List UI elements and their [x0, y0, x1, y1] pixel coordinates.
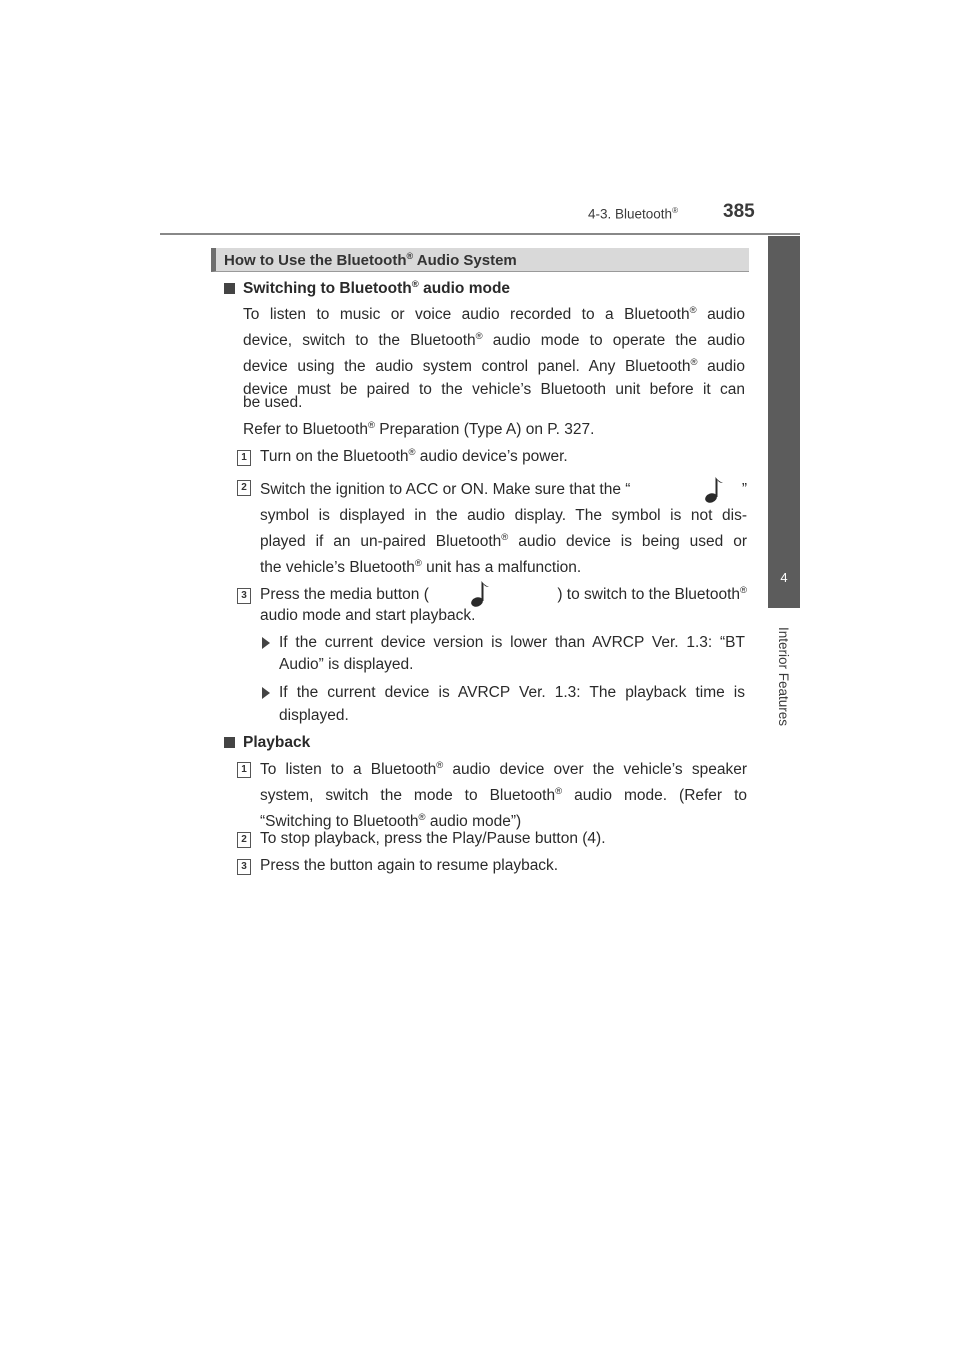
bullet-square-icon	[224, 737, 235, 748]
page-number: 385	[723, 201, 755, 222]
step-text: Turn on the Bluetooth® audio device’s power.	[260, 446, 568, 465]
intro-line: device using the audio system control panel. Any Bluetooth® audio	[243, 356, 745, 375]
step-badge: 3	[237, 859, 251, 875]
step-text: To listen to a Bluetooth® audio device over the vehicle’s speaker	[260, 759, 747, 778]
step-text: “Switching to Bluetooth® audio mode”)	[260, 811, 522, 830]
step-text: Press the media button ( ) to switch to the Bluetooth®	[260, 584, 747, 603]
intro-line: To listen to music or voice audio recorded to a Bluetooth® audio	[243, 304, 745, 323]
intro-line: device, switch to the Bluetooth® audio mode to operate the audio	[243, 330, 745, 349]
step-badge: 2	[237, 832, 251, 848]
intro-line: device must be paired to the vehicle’s Bluetooth unit before it can	[243, 381, 745, 398]
step-text: the vehicle’s Bluetooth® unit has a malfunction.	[260, 557, 582, 576]
header-divider	[160, 233, 800, 235]
intro-line: be used.	[243, 394, 303, 411]
triangle-bullet-icon	[262, 687, 270, 699]
step-text: Switch the ignition to ACC or ON. Make sure that the “ ”	[260, 481, 747, 498]
section-header: 4-3. Bluetooth®	[588, 206, 678, 222]
intro-line: Refer to Bluetooth® Preparation (Type A) on P. 327.	[243, 419, 595, 438]
step-badge: 1	[237, 450, 251, 466]
step-badge: 3	[237, 588, 251, 604]
step-text: symbol is displayed in the audio display. The symbol is not dis-	[260, 507, 747, 524]
triangle-bullet-icon	[262, 637, 270, 649]
step-text: Press the button again to resume playback.	[260, 857, 559, 874]
step-text: played if an un-paired Bluetooth® audio device is being used or	[260, 531, 747, 550]
step-text: audio mode and start playback.	[260, 607, 476, 624]
heading-switching: Switching to Bluetooth® audio mode	[243, 278, 511, 297]
sub-item-text: Audio” is displayed.	[279, 656, 414, 673]
sub-item-text: If the current device is AVRCP Ver. 1.3: The playback time is	[279, 684, 745, 701]
bullet-square-icon	[224, 283, 235, 294]
heading-playback: Playback	[243, 734, 311, 751]
chapter-tab	[768, 236, 800, 608]
sub-item-text: If the current device version is lower than AVRCP Ver. 1.3: “BT	[279, 634, 745, 651]
step-text: system, switch the mode to Bluetooth® audio mode. (Refer to	[260, 785, 747, 804]
section-title-bar	[211, 248, 749, 272]
chapter-number: 4	[780, 570, 788, 585]
step-badge: 2	[237, 480, 251, 496]
section-title: How to Use the Bluetooth® Audio System	[224, 251, 517, 269]
step-badge: 1	[237, 762, 251, 778]
sub-item-text: displayed.	[279, 707, 349, 724]
chapter-label: Interior Features	[776, 626, 792, 726]
music-note-icon	[704, 474, 726, 504]
step-text: To stop playback, press the Play/Pause button (4).	[260, 830, 606, 847]
